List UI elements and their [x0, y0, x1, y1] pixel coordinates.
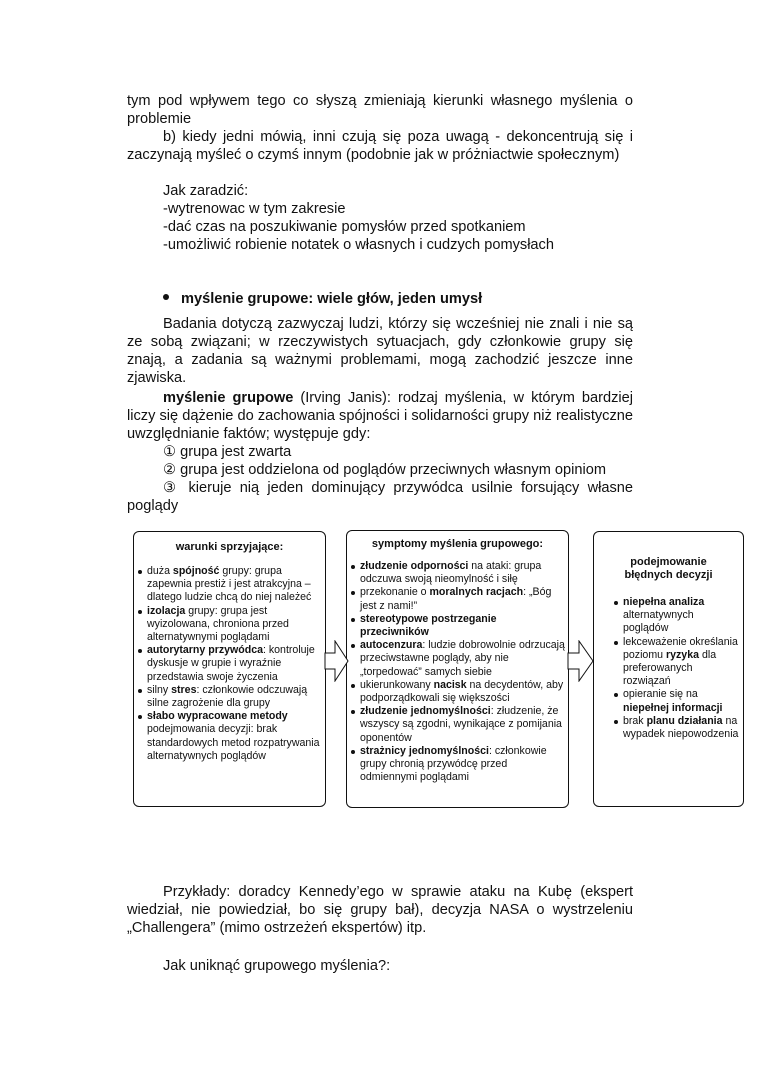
symptom-list-item: ukierunkowany nacisk na decydentów, aby podporządkowali się większości — [350, 679, 566, 705]
decision-list-item: opieranie się na niepełnej informacji — [613, 688, 741, 714]
intro-paragraph-1: tym pod wpływem tego co słyszą zmieniają kierunki własnego myślenia o problemie — [127, 93, 633, 127]
symptom-list-item: autocenzura: ludzie dobrowolnie odrzucają przeciwstawne poglądy, aby nie „torpedować” samych siebie — [350, 639, 566, 679]
bullet-icon — [163, 294, 169, 300]
examples-paragraph: Przykłady: doradcy Kennedy’ego w sprawie ataku na Kubę (ekspert wiedział, nie powiedział, bo się grupy bał), decyzja NASA o wystrzeleniu „Challengera” (mimo ostrzeżeń ekspertów) itp. — [127, 884, 633, 936]
section-paragraph-1: Badania dotyczą zazwyczaj ludzi, którzy się wcześniej nie znali i nie są ze sobą związani; w rzeczywistych sytuacjach, gdy członkowie grupy się znają, a zadania są ważnymi problemami, mogą zachodzić jeszcze inne zjawiska. — [127, 316, 633, 386]
decisions-box-title-2: błędnych decyzji — [624, 569, 713, 581]
definition-term: myślenie grupowe — [163, 390, 294, 406]
condition-item: ② grupa jest oddzielona od poglądów przeciwnych własnym opiniom — [163, 462, 607, 478]
arrow-right-icon — [567, 640, 595, 682]
condition-list-item: autorytarny przywódca: kontroluje dyskusje w grupie i wyraźnie przedstawia swoje życzenia — [137, 644, 323, 684]
decision-list-item: lekceważenie określania poziomu ryzyka dla preferowanych rozwiązań — [613, 636, 741, 689]
conditions-box-title: warunki sprzyjające: — [175, 541, 284, 553]
decisions-box-title-1: podejmowanie — [630, 556, 707, 568]
decisions-list — [613, 596, 741, 741]
symptom-list-item: stereotypowe postrzeganie przeciwników — [350, 613, 566, 639]
definition-text: (Irving Janis): rodzaj myślenia, w którym bardziej liczy się dążenie do zachowania spójności i solidarności grupy niż realistyczne uwzględnianie faktów; występuje gdy: — [127, 390, 633, 442]
question-line: Jak uniknąć grupowego myślenia?: — [163, 958, 391, 974]
remedy-item: -wytrenowac w tym zakresie — [163, 201, 346, 217]
symptom-list-item: złudzenie jednomyślności: złudzenie, że wszyscy są zgodni, wynikające z pomijania oponentów — [350, 705, 566, 745]
remedy-title: Jak zaradzić: — [163, 183, 249, 199]
definition-paragraph — [127, 389, 633, 443]
section-heading-text: myślenie grupowe: wiele głów, jeden umysł — [181, 291, 483, 307]
condition-list-item: duża spójność grupy: grupa zapewnia prestiż i jest atrakcyjna – dlatego ludzie chcą do niej należeć — [137, 565, 323, 605]
symptoms-list — [350, 560, 566, 784]
condition-list-item: słabo wypracowane metody podejmowania decyzji: brak standardowych metod rozpatrywania alternatywnych poglądów — [137, 710, 323, 763]
section-heading — [163, 290, 482, 308]
arrow-right-icon — [324, 640, 350, 682]
symptom-list-item: strażnicy jednomyślności: członkowie grupy chronią przywódcę przed odmiennymi poglądami — [350, 745, 566, 785]
condition-item: ③ kieruje nią jeden dominujący przywódca usilnie forsujący własne poglądy — [127, 480, 633, 514]
condition-list-item: silny stres: członkowie odczuwają silne zagrożenie dla grupy — [137, 684, 323, 710]
symptoms-box-title: symptomy myślenia grupowego: — [371, 538, 544, 550]
condition-item: ① grupa jest zwarta — [163, 444, 292, 460]
remedy-item: -dać czas na poszukiwanie pomysłów przed spotkaniem — [163, 219, 526, 235]
symptom-list-item: złudzenie odporności na ataki: grupa odczuwa swoją nieomylność i siłę — [350, 560, 566, 586]
symptom-list-item: przekonanie o moralnych racjach: „Bóg jest z nami!” — [350, 586, 566, 612]
remedy-item: -umożliwić robienie notatek o własnych i cudzych pomysłach — [163, 237, 554, 253]
condition-list-item: izolacja grupy: grupa jest wyizolowana, chroniona przed alternatywnymi poglądami — [137, 605, 323, 645]
conditions-list — [137, 565, 323, 763]
decision-list-item: niepełna analiza alternatywnych poglądów — [613, 596, 741, 636]
decision-list-item: brak planu działania na wypadek niepowodzenia — [613, 715, 741, 741]
intro-paragraph-2: b) kiedy jedni mówią, inni czują się poza uwagą - dekoncentrują się i zaczynają myśleć o czymś innym (podobnie jak w próżniactwie społecznym) — [127, 129, 633, 163]
